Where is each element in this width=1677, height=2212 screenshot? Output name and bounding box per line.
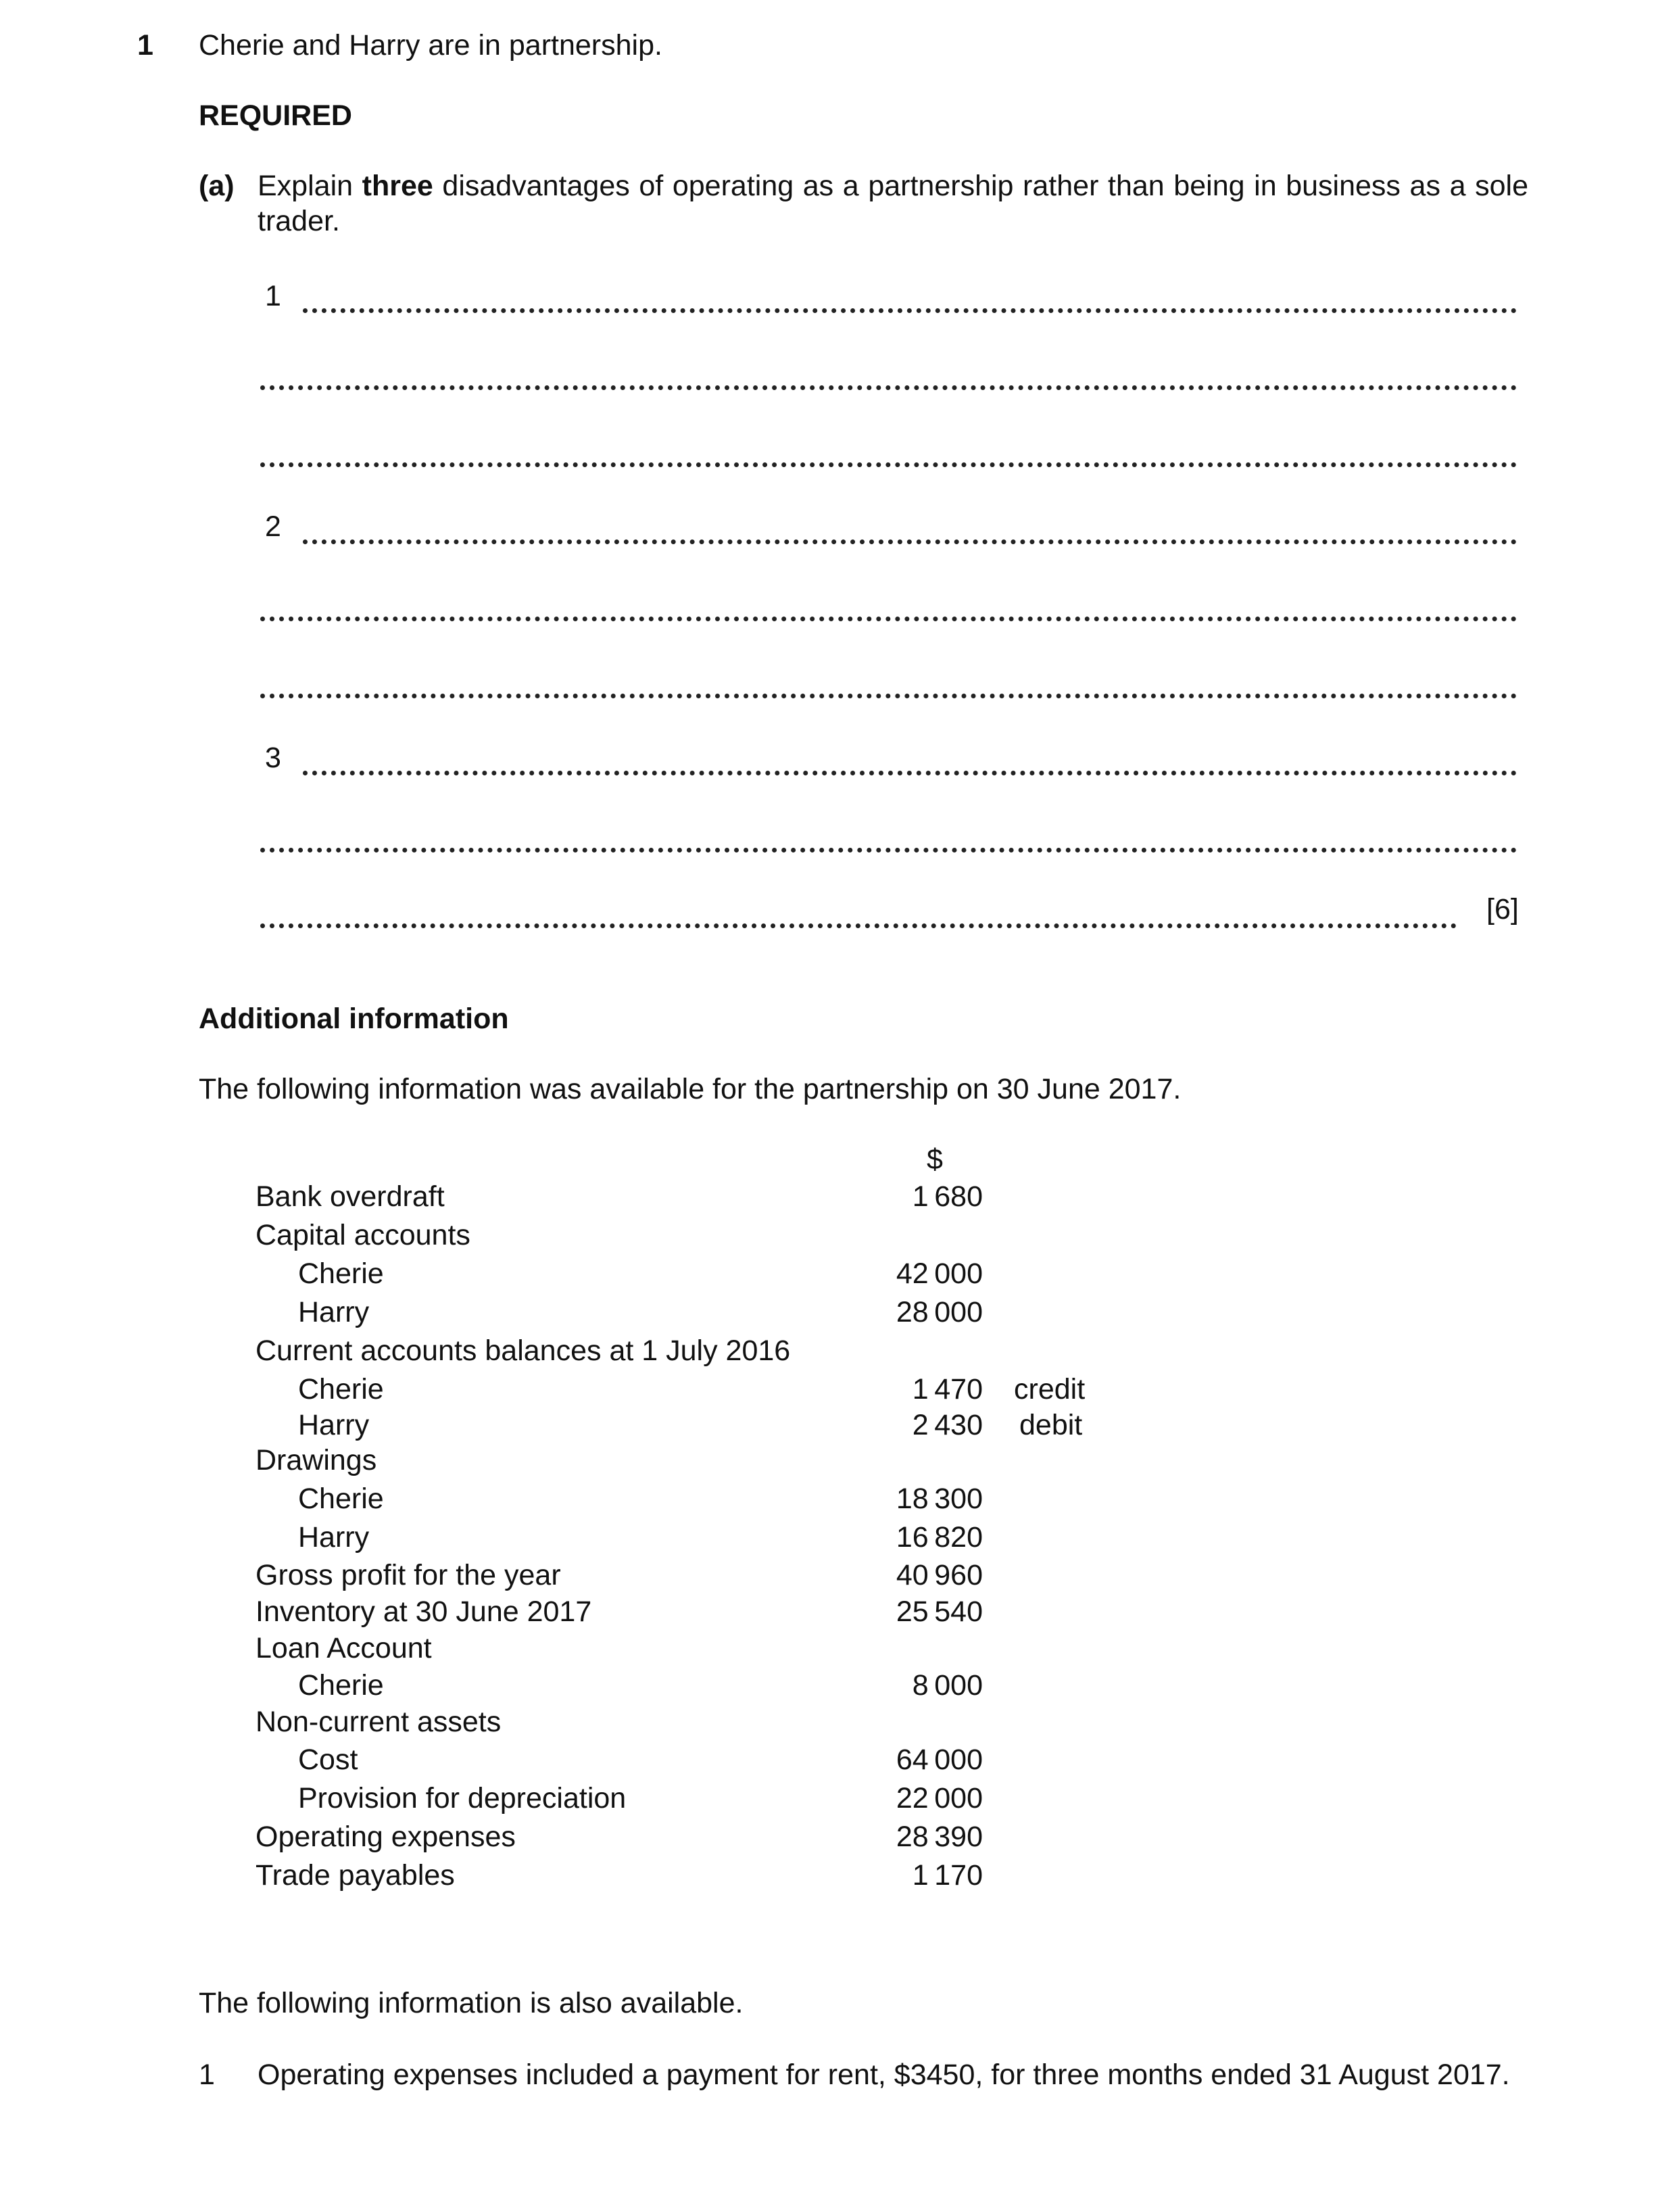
answer-line-1b[interactable]: [260, 385, 1517, 390]
row-value-gross-profit: 40 960: [896, 1559, 983, 1591]
row-label-gross-profit: Gross profit for the year: [256, 1559, 561, 1591]
row-value-drawings-cherie: 18 300: [896, 1483, 983, 1515]
row-label-current-harry: Harry: [298, 1409, 370, 1441]
marks-label: [6]: [1486, 893, 1519, 925]
row-label-capital-cherie: Cherie: [298, 1257, 384, 1290]
part-a-text-emphasis: three: [362, 170, 433, 202]
row-value-current-harry: 2 430: [912, 1409, 983, 1441]
currency-column-header: $: [927, 1143, 943, 1176]
row-value-trade-payables: 1 170: [912, 1859, 983, 1892]
row-label-current-cherie: Cherie: [298, 1373, 384, 1405]
answer-line-2b[interactable]: [260, 617, 1517, 621]
also-available-text: The following information is also available.: [199, 1987, 744, 2019]
answer-line-1c[interactable]: [260, 462, 1517, 467]
answer-line-2a[interactable]: [303, 539, 1517, 544]
part-a-question: [258, 169, 1528, 239]
info-item-text-1: Operating expenses included a payment for rent, $3450, for three months ended 31 August 2017.: [258, 2059, 1510, 2091]
row-label-cost: Cost: [298, 1744, 358, 1776]
row-value-current-cherie: 1 470: [912, 1373, 983, 1405]
row-label-loan-account: Loan Account: [256, 1632, 432, 1664]
row-label-trade-payables: Trade payables: [256, 1859, 455, 1892]
row-label-drawings-cherie: Cherie: [298, 1483, 384, 1515]
row-value-bank-overdraft: 1 680: [912, 1180, 983, 1213]
row-value-provision-depreciation: 22 000: [896, 1782, 983, 1814]
row-label-drawings: Drawings: [256, 1444, 377, 1476]
row-value-loan-cherie: 8 000: [912, 1669, 983, 1702]
row-label-drawings-harry: Harry: [298, 1521, 370, 1554]
part-a-text-start: Explain: [258, 170, 362, 202]
row-note-current-harry: debit: [1019, 1409, 1083, 1441]
row-label-non-current-assets: Non-current assets: [256, 1706, 502, 1738]
row-label-loan-cherie: Cherie: [298, 1669, 384, 1702]
part-a-label: (a): [199, 170, 235, 202]
answer-number-1: 1: [265, 280, 281, 312]
answer-line-2c[interactable]: [260, 694, 1517, 698]
row-value-capital-cherie: 42 000: [896, 1257, 983, 1290]
row-label-provision-depreciation: Provision for depreciation: [298, 1782, 627, 1814]
row-label-operating-expenses: Operating expenses: [256, 1821, 516, 1853]
row-value-operating-expenses: 28 390: [896, 1821, 983, 1853]
question-intro: Cherie and Harry are in partnership.: [199, 29, 662, 62]
answer-line-3a[interactable]: [303, 771, 1517, 775]
answer-number-3: 3: [265, 742, 281, 774]
additional-info-intro: The following information was available for the partnership on 30 June 2017.: [199, 1073, 1182, 1105]
part-a-text-end: disadvantages of operating as a partnership rather than being in business as a sole trader.: [258, 170, 1528, 237]
row-value-cost: 64 000: [896, 1744, 983, 1776]
row-label-bank-overdraft: Bank overdraft: [256, 1180, 445, 1213]
info-item-number-1: 1: [199, 2059, 215, 2091]
row-label-inventory: Inventory at 30 June 2017: [256, 1595, 592, 1628]
answer-number-2: 2: [265, 510, 281, 543]
answer-line-3b[interactable]: [260, 848, 1517, 852]
row-label-capital-accounts: Capital accounts: [256, 1219, 470, 1251]
row-value-inventory: 25 540: [896, 1595, 983, 1628]
additional-info-heading: Additional information: [199, 1003, 509, 1035]
row-label-current-accounts: Current accounts balances at 1 July 2016: [256, 1335, 791, 1367]
row-value-capital-harry: 28 000: [896, 1296, 983, 1328]
answer-line-3c[interactable]: [260, 923, 1457, 928]
row-note-current-cherie: credit: [1014, 1373, 1086, 1405]
row-label-capital-harry: Harry: [298, 1296, 370, 1328]
required-heading: REQUIRED: [199, 99, 352, 132]
row-value-drawings-harry: 16 820: [896, 1521, 983, 1554]
question-number: 1: [137, 29, 153, 62]
answer-line-1a[interactable]: [303, 308, 1517, 313]
